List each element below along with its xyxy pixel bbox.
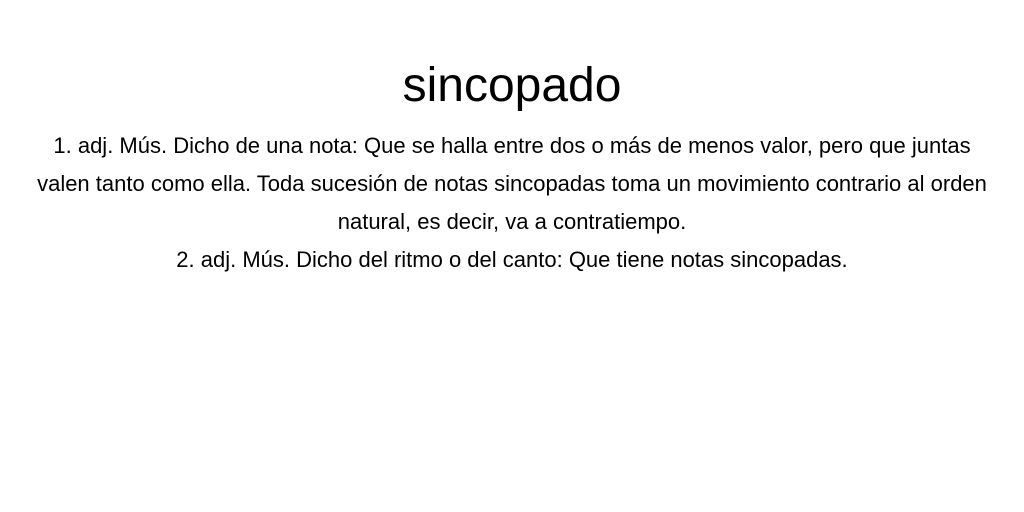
- definition-2: 2. adj. Mús. Dicho del ritmo o del canto: Que tiene notas sincopadas.: [176, 247, 848, 272]
- definition-1: 1. adj. Mús. Dicho de una nota: Que se halla entre dos o más de menos valor, pero que juntas valen tanto como ella. Toda sucesión de notas sincopadas toma un movimiento contrario al orden natural, es decir, va a contratiempo.: [37, 133, 987, 234]
- entry-word: sincopado: [402, 59, 622, 112]
- definitions-list: [32, 127, 992, 279]
